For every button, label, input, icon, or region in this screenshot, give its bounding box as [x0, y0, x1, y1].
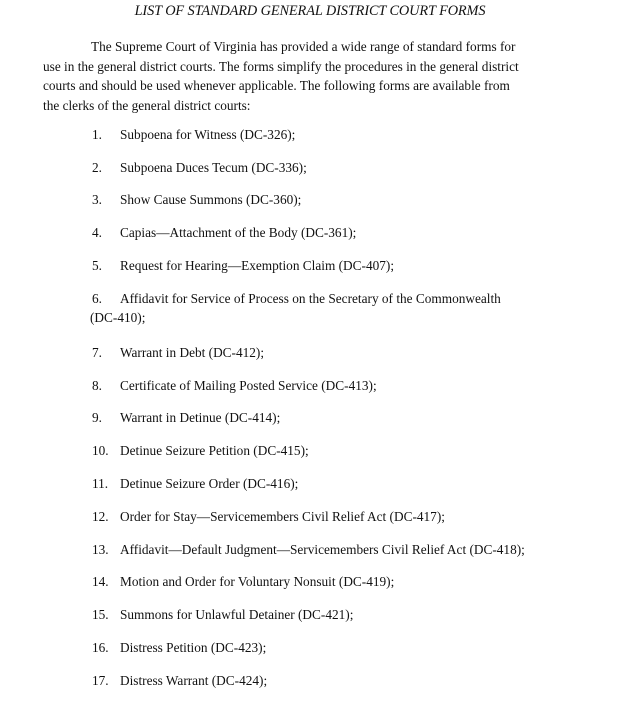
item-text: Show Cause Summons (DC-360);	[120, 192, 302, 207]
item-text: Affidavit—Default Judgment—Servicemembers Civil Relief Act (DC-418);	[120, 542, 525, 557]
item-number: 7.	[92, 345, 102, 360]
item-text: Detinue Seizure Order (DC-416);	[120, 476, 299, 491]
item-number: 11.	[92, 476, 109, 491]
item-number: 4.	[92, 225, 102, 240]
item-number: 5.	[92, 258, 102, 273]
item-text: Subpoena Duces Tecum (DC-336);	[120, 160, 307, 175]
item-number: 13.	[92, 542, 109, 557]
item-number: 15.	[92, 607, 109, 622]
intro-line: courts and should be used whenever applicable. The following forms are available from	[43, 78, 510, 93]
intro-line: the clerks of the general district courts:	[43, 97, 251, 113]
item-number: 2.	[92, 160, 102, 175]
item-number: 10.	[92, 443, 109, 458]
item-number: 6.	[92, 291, 102, 306]
item-number: 14.	[92, 574, 109, 589]
item-number: 3.	[92, 192, 102, 207]
document-title: LIST OF STANDARD GENERAL DISTRICT COURT FORMS	[134, 3, 486, 19]
item-text: Warrant in Debt (DC-412);	[120, 345, 265, 360]
item-text: Certificate of Mailing Posted Service (DC-413);	[120, 378, 377, 393]
item-text: Affidavit for Service of Process on the Secretary of the Commonwealth	[120, 291, 501, 306]
intro-paragraph	[43, 37, 583, 115]
item-number: 1.	[92, 127, 102, 142]
item-text: Subpoena for Witness (DC-326);	[120, 127, 296, 142]
item-text: Distress Warrant (DC-424);	[120, 673, 268, 688]
item-text: Warrant in Detinue (DC-414);	[120, 410, 281, 425]
item-text: Detinue Seizure Petition (DC-415);	[120, 443, 309, 458]
item-number: 9.	[92, 410, 102, 425]
item-text: Distress Petition (DC-423);	[120, 640, 267, 655]
item-text-continuation: (DC-410);	[90, 310, 146, 325]
intro-line: use in the general district courts. The forms simplify the procedures in the general district	[43, 58, 519, 74]
item-text: Summons for Unlawful Detainer (DC-421);	[120, 607, 354, 622]
item-number: 17.	[92, 673, 109, 688]
intro-line-text: The Supreme Court of Virginia has provided a wide range of standard forms for	[91, 39, 516, 54]
item-number: 16.	[92, 640, 109, 655]
item-text: Capias—Attachment of the Body (DC-361);	[120, 225, 357, 240]
item-text: Order for Stay—Servicemembers Civil Relief Act (DC-417);	[120, 509, 445, 524]
intro-line	[43, 37, 583, 57]
item-text: Motion and Order for Voluntary Nonsuit (DC-419);	[120, 574, 395, 589]
item-number: 12.	[92, 509, 109, 524]
item-number: 8.	[92, 378, 102, 393]
item-text: Request for Hearing—Exemption Claim (DC-407);	[120, 258, 395, 273]
